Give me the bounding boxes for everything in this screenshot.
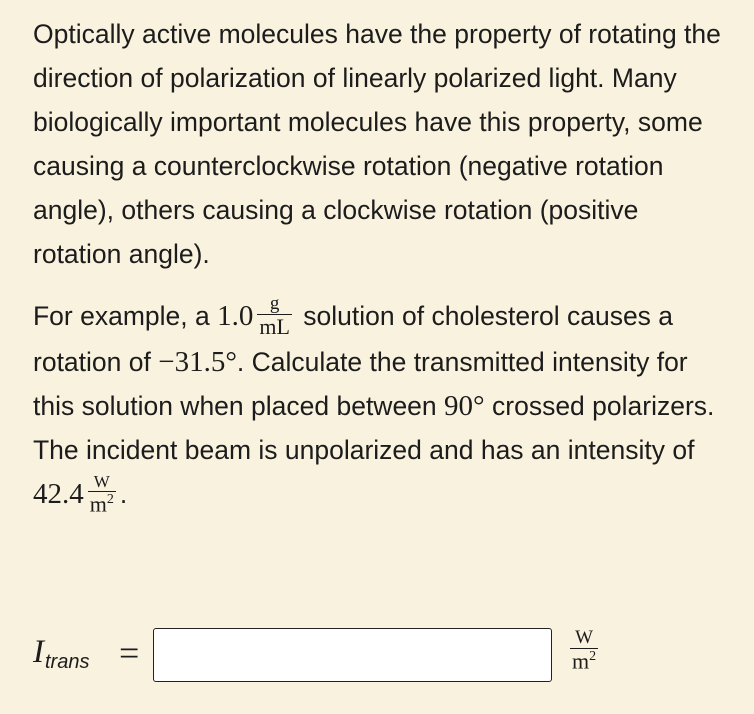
concentration-unit xyxy=(257,294,292,338)
rotation-value: −31.5° xyxy=(158,346,237,378)
answer-unit-numerator: W xyxy=(575,627,594,648)
polarizer-angle: 90° xyxy=(444,390,485,422)
exponent: 2 xyxy=(106,491,114,507)
equals-sign: = xyxy=(119,633,140,673)
concentration-unit-numerator: g xyxy=(269,293,280,314)
answer-symbol: I xyxy=(33,634,44,670)
concentration-unit-denominator: mL xyxy=(259,314,290,339)
text-segment: crossed polarizers. The incident beam is unpolarized and has an intensity of xyxy=(33,391,715,465)
answer-subscript: trans xyxy=(45,651,90,673)
answer-row xyxy=(33,626,733,686)
concentration-value: 1.0 xyxy=(217,300,254,332)
text-segment: For example, a xyxy=(33,301,218,331)
answer-unit xyxy=(570,628,598,672)
question-paragraph xyxy=(33,294,723,517)
intro-paragraph: Optically active molecules have the property of rotating the direction of polarization of linearly polarized light. Many biologically important molecules have this property, some causing a counterclockwise rotation (negative rotation angle), others causing a clockwise rotation (positive rotation angle). xyxy=(33,19,721,269)
answer-label xyxy=(33,634,89,671)
intensity-unit xyxy=(88,473,116,515)
intensity-unit-numerator: W xyxy=(93,471,110,491)
intensity-value: 42.4 xyxy=(33,478,84,510)
intensity-unit-denominator: $m^2$ xyxy=(89,491,114,517)
text-segment: . xyxy=(119,479,128,509)
answer-unit-denominator: $m^2$ xyxy=(572,648,597,674)
problem-text xyxy=(33,12,723,517)
text-segment: . Calculate the transmitted intensity for this solution when placed between xyxy=(33,347,688,421)
answer-input[interactable] xyxy=(153,628,552,682)
exponent: 2 xyxy=(589,649,597,664)
text-segment: solution of cholesterol causes a rotation of xyxy=(33,301,674,377)
